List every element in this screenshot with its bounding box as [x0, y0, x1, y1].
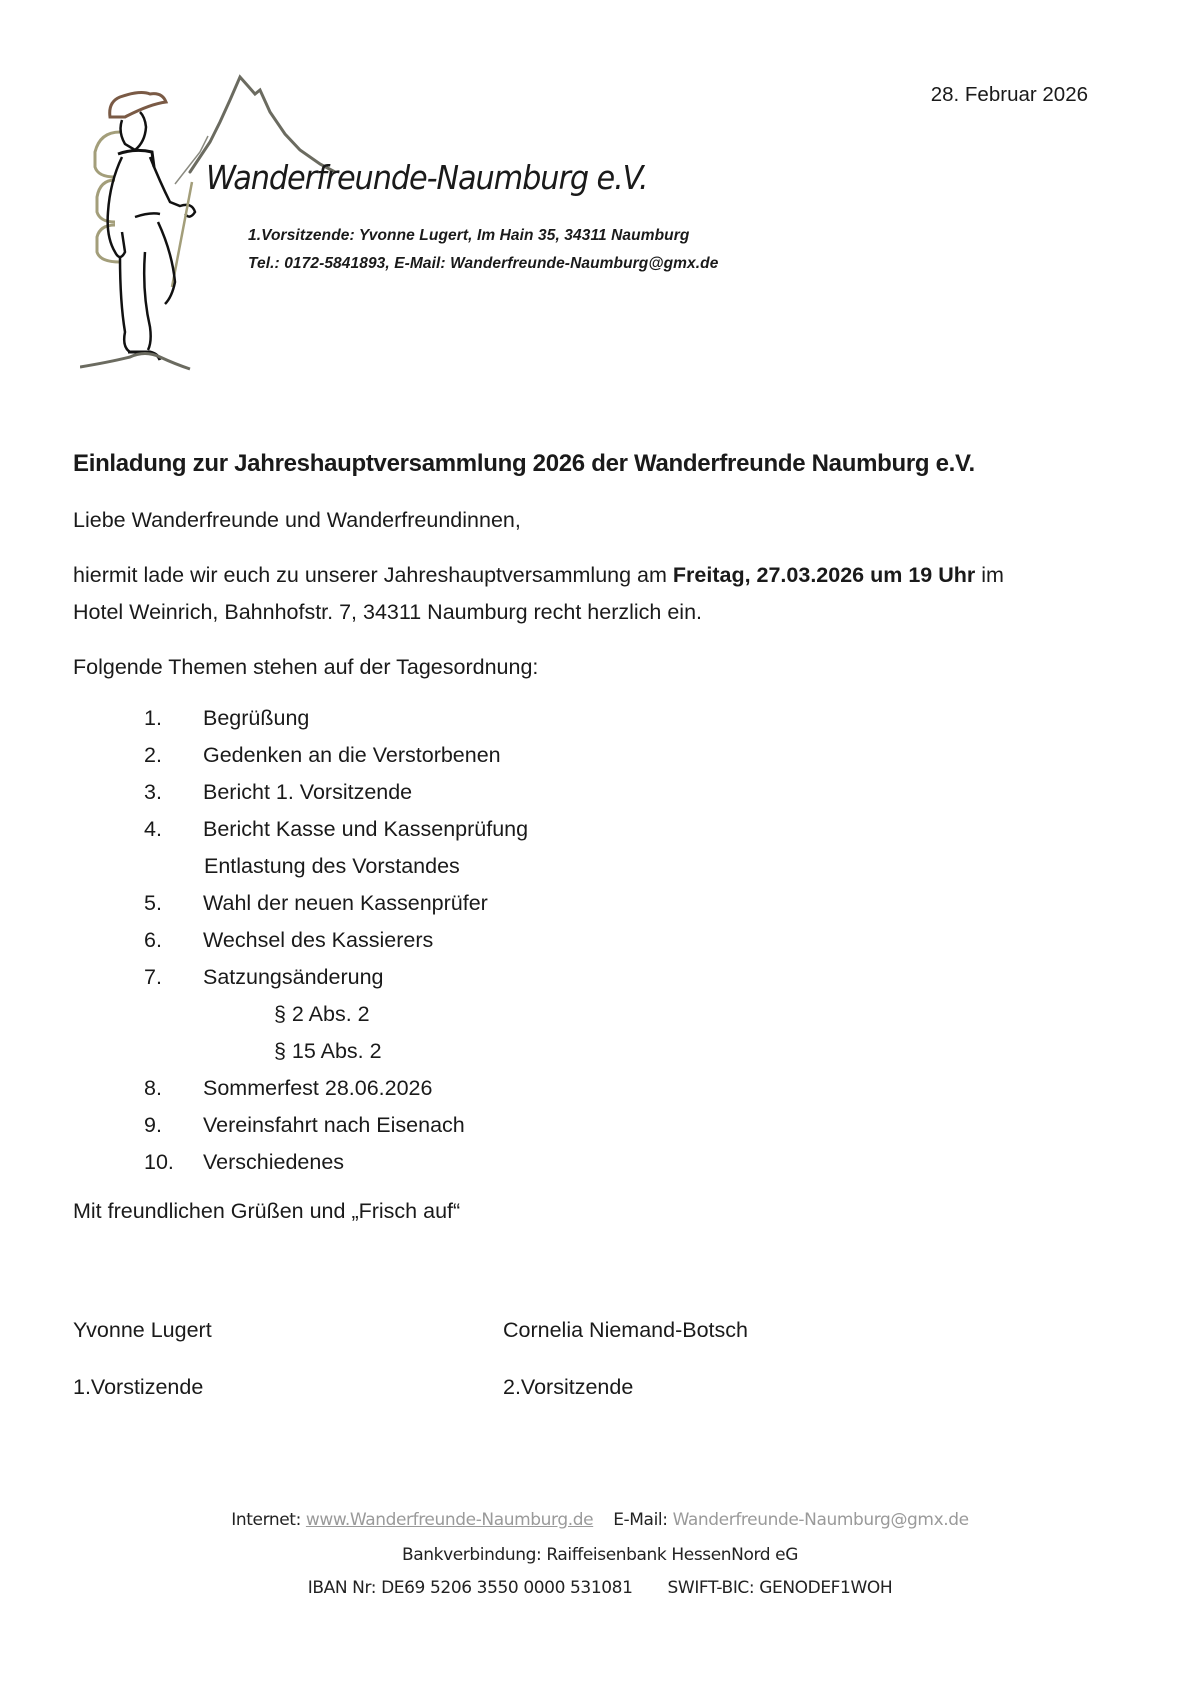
salutation: Liebe Wanderfreunde und Wanderfreundinnen, [73, 508, 521, 532]
agenda-intro: Folgende Themen stehen auf der Tagesordnung: [73, 655, 539, 679]
meeting-location: Hotel Weinrich, Bahnhofstr. 7, 34311 Naumburg recht herzlich ein. [73, 600, 703, 624]
meeting-datetime: Freitag, 27.03.2026 um 19 Uhr [672, 563, 976, 587]
agenda-item-number: 3. [144, 780, 162, 804]
agenda-item-text: Bericht 1. Vorsitzende [203, 780, 413, 804]
agenda-item [73, 700, 1133, 737]
agenda-item-continuation: Entlastung des Vorstandes [204, 854, 460, 878]
footer-iban: IBAN Nr: DE69 5206 3550 0000 531081 [307, 1578, 633, 1598]
agenda-item-text: Begrüßung [203, 706, 310, 730]
footer-email[interactable]: Wanderfreunde-Naumburg@gmx.de [672, 1510, 969, 1530]
agenda-list [73, 700, 1133, 1181]
agenda-item-text: Vereinsfahrt nach Eisenach [203, 1113, 465, 1137]
footer-bank-details [0, 1578, 1200, 1598]
org-address-line: 1.Vorsitzende: Yvonne Lugert, Im Hain 35, 34311 Naumburg [248, 227, 690, 244]
agenda-item-number: 9. [144, 1113, 162, 1137]
agenda-item-text: Sommerfest 28.06.2026 [203, 1076, 433, 1100]
signature-name-1: Yvonne Lugert [73, 1318, 212, 1342]
agenda-item-number: 10. [144, 1150, 174, 1174]
agenda-item-number: 6. [144, 928, 162, 952]
agenda-item-text: Wechsel des Kassierers [203, 928, 434, 952]
footer-contact [0, 1510, 1200, 1530]
agenda-item [73, 774, 1133, 811]
footer-website-link[interactable]: www.Wanderfreunde-Naumburg.de [305, 1510, 594, 1530]
agenda-item-number: 5. [144, 891, 162, 915]
signature-role-2: 2.Vorsitzende [503, 1375, 634, 1399]
agenda-item [73, 811, 1133, 848]
agenda-item [73, 1144, 1133, 1181]
footer-bic: SWIFT-BIC: GENODEF1WOH [667, 1578, 893, 1598]
letter-date: 28. Februar 2026 [930, 83, 1088, 106]
agenda-item [73, 1070, 1133, 1107]
agenda-item [73, 1107, 1133, 1144]
agenda-subitem: § 15 Abs. 2 [274, 1039, 382, 1063]
signature-role-1: 1.Vorstizende [73, 1375, 204, 1399]
agenda-item-number: 8. [144, 1076, 162, 1100]
org-name: Wanderfreunde-Naumburg e.V. [206, 158, 648, 197]
footer-internet-label: Internet: [231, 1510, 301, 1530]
footer-bank: Bankverbindung: Raiffeisenbank HessenNord eG [401, 1545, 799, 1565]
agenda-item [73, 737, 1133, 774]
agenda-item [73, 959, 1133, 996]
agenda-item-text: Bericht Kasse und Kassenprüfung [203, 817, 529, 841]
agenda-item-number: 7. [144, 965, 162, 989]
letter-body [73, 450, 1133, 1248]
intro-text-end: im [975, 563, 1004, 587]
agenda-item-number: 4. [144, 817, 162, 841]
agenda-item-text: Verschiedenes [203, 1150, 345, 1174]
agenda-item [73, 922, 1133, 959]
intro-text: hiermit lade wir euch zu unserer Jahreshauptversammlung am [73, 563, 673, 587]
closing: Mit freundlichen Grüßen und „Frisch auf“ [73, 1199, 461, 1223]
agenda-item-text: Wahl der neuen Kassenprüfer [203, 891, 488, 915]
intro-paragraph [73, 557, 1133, 631]
signature-name-2: Cornelia Niemand-Botsch [503, 1318, 748, 1342]
agenda-item-number: 2. [144, 743, 162, 767]
letterhead [80, 72, 820, 382]
org-contact-line: Tel.: 0172-5841893, E-Mail: Wanderfreunde-Naumburg@gmx.de [248, 255, 719, 272]
agenda-item-text: Satzungsänderung [203, 965, 384, 989]
agenda-item [73, 885, 1133, 922]
footer-email-label: E-Mail: [613, 1510, 668, 1530]
letter-title: Einladung zur Jahreshauptversammlung 2026 der Wanderfreunde Naumburg e.V. [73, 450, 975, 477]
agenda-item-number: 1. [144, 706, 162, 730]
agenda-item-text: Gedenken an die Verstorbenen [203, 743, 501, 767]
agenda-subitem: § 2 Abs. 2 [274, 1002, 370, 1026]
